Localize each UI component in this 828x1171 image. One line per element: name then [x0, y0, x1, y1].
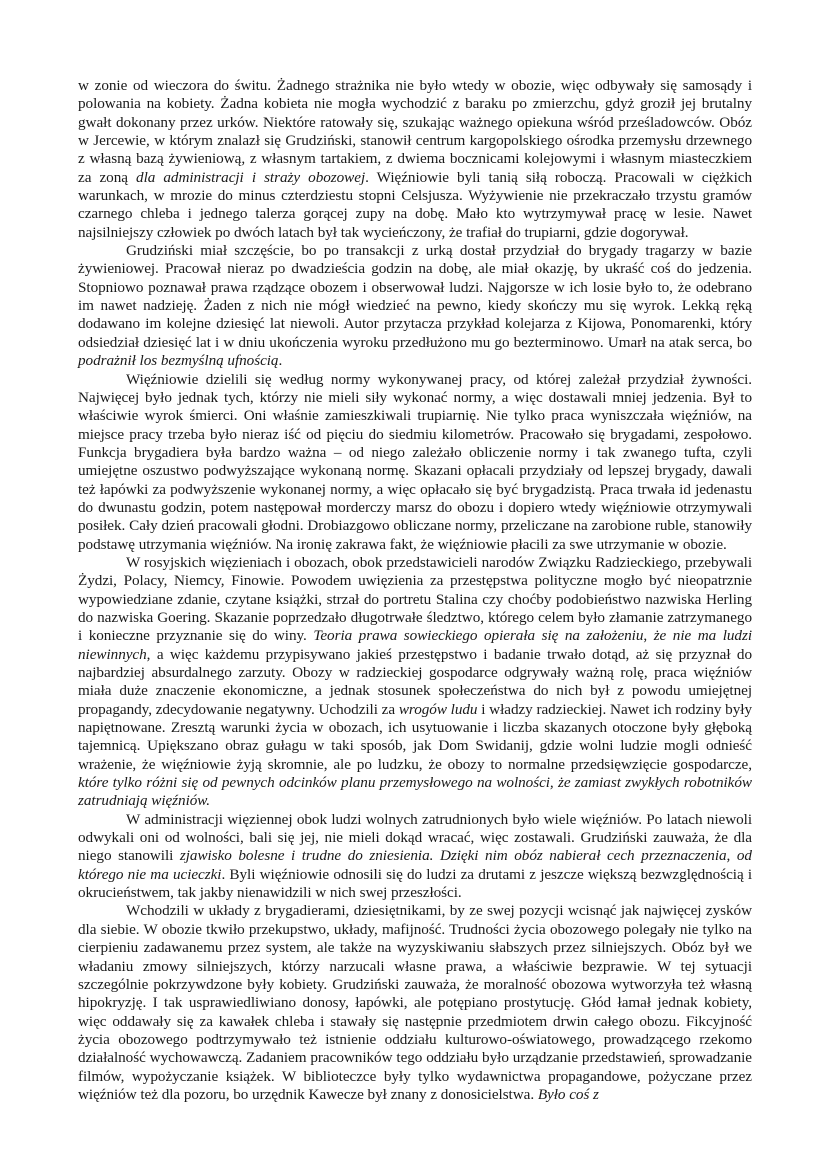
- text-run: W rosyjskich więzieniach i obozach, obok przedstawicieli narodów Związku Radzieckiego, przebywali Żydzi, Polacy, Niemcy, Finowie. Powodem uwięzienia za przestępstwa polityczne mogło być nieopatrznie wypowiedziane zdanie, czytane książki, strzał do portretu Stalina czy choćby podobieństwo nazwiska Herling do nazwiska Goering. Skazanie poprzedzało długotrwałe śledztwo, którego celem było złamanie zatrzymanego i konieczne przyznanie się do winy.: [78, 553, 752, 645]
- text-run: Więźniowie dzielili się według normy wykonywanej pracy, od której zależał przydział żywności. Najwięcej było jednak tych, którzy nie mieli siły wykonać normy, a więc dostawali mniej jedzenia. Był to właściwie wyrok śmierci. Oni właśnie zamieszkiwali trupiarnię. Nie tylko praca wyniszczała więźniów, na miejsce pracy trzeba było nieraz iść od pięciu do siedmiu kilometrów. Pracowało się brygadami, zespołowo. Funkcja brygadiera była bardzo ważna – od niego zależało obliczenie normy i tak zwanego tufta, czyli umiejętne oszustwo podwyższające wykonaną normę. Skazani opłacali przydziały od lepszej brygady, dawali też łapówki za podwyższenie wykonanej normy, a więc opłacało się być brygadzistą. Praca trwała id jedenastu do dwunastu godzin, potem następował morderczy marsz do obozu i dopiero wtedy więźniowie otrzymywali posiłek. Cały dzień pracowali głodni. Drobiazgowo obliczane normy, przeliczane na zarobione ruble, stanowiły podstawę utrzymania więźniów. Na ironię zakrawa fakt, że więźniowie płacili za swe utrzymanie w obozie.: [78, 370, 752, 553]
- italic-quote: Było coś z: [537, 1085, 599, 1103]
- italic-quote: dla administracji i straży obozowej: [136, 168, 366, 186]
- text-run: . Byli więźniowie odnosili się do ludzi za drutami z jeszcze większą bezwzględnością i okrucieństwem, tak jakby nienawidzili w nich swej przeszłości.: [78, 865, 753, 902]
- italic-quote: Teoria prawa sowieckiego opierała się na założeniu: [313, 627, 644, 645]
- text-run: W administracji więziennej obok ludzi wolnych zatrudnionych było wiele więźniów. Po latach niewoli odwykali oni od wolności, bali się jej, nie mieli dokąd wracać, więc zostawali. Grudziński zauważa, że dla niego stanowili: [78, 810, 752, 865]
- paragraph-4: [78, 554, 752, 811]
- text-run: w zonie od wieczora do świtu. Żadnego strażnika nie było wtedy w obozie, więc odbywały się samosądy i polowania na kobiety. Żadna kobieta nie mogła wychodzić z baraku po zmierzchu, gdyż groził jej brutalny gwałt dokonany przez urków. Niektóre ratowały się, szukając ważnego opiekuna wśród prześladowców. Obóz w Jercewie, w którym znalazł się Grudziński, stanowił centrum kargopolskiego ośrodka przemysłu drzewnego z własną bazą żywieniową, z własnym tartakiem, z dwiema bocznicami kolejowymi i własnym miasteczkiem za zoną: [78, 77, 752, 186]
- text-run: Grudziński miał szczęście, bo po transakcji z urką dostał przydział do brygady tragarzy w bazie żywieniowej. Pracował nieraz po dwadzieścia godzin na dobę, ale miał okazję, by ukraść coś do jedzenia. Stopniowo poznawał prawa rządzące obozem i obserwował ludzi. Najgorsze w ich losie było to, że odebrano im nawet nadzieję. Żaden z nich nie mógł wiedzieć na pewno, kiedy skończy mu się wyrok. Lekką ręką dodawano im kolejne dziesięć lat niewoli. Autor przytacza przykład kolejarza z Kijowa, Ponomarenki, który odsiedział dziesięć lat i w dniu ukończenia wyroku przedłużono mu go bezterminowo. Umarł na atak serca, bo: [78, 242, 752, 351]
- paragraph-5: [78, 811, 752, 903]
- italic-quote: że nie ma ludzi niewinnych: [78, 627, 752, 663]
- italic-quote: podrażnił los bezmyślną ufnością: [78, 352, 279, 370]
- text-run: i władzy radzieckiej. Nawet ich rodziny były napiętnowane. Zresztą warunki życia w obozach, ich usytuowanie i liczba skazanych otoczone były głęboką tajemnicą. Upiększano obraz gułagu w taki sposób, jak Dom Swidanij, gdzie wolni ludzie mogli odnieść wrażenie, że więźniowie żyją skromnie, ale po ludzku, że obozy to normalne przedsięwzięcie gospodarcze,: [78, 700, 752, 773]
- text-run: .: [278, 352, 283, 370]
- text-run: ,: [643, 627, 654, 645]
- text-run: Wchodzili w układy z brygadierami, dziesiętnikami, by ze swej pozycji wcisnąć jak najwięcej zysków dla siebie. W obozie tkwiło przekupstwo, układy, mafijność. Trudności życia obozowego polegały nie tylko na cierpieniu zadawanemu przez system, ale także na wyzyskiwaniu słabszych przez silniejszych. Obóz był we władaniu zmowy silniejszych, którzy narzucali własne prawa, a właściwie bezprawie. W tej sytuacji szczególnie pokrzywdzone były kobiety. Grudziński zauważa, że moralność obozowa wytworzyła też własną hipokryzję. I tak usprawiedliwiano donosy, łapówki, ale potępiano prostytucję. Głód łamał jednak kobiety, więc oddawały się za kawałek chleba i stawały się następnie przedmiotem drwin całego obozu. Fikcyjność życia obozowego podtrzymywało też istnienie oddziału kulturowo-oświatowego, prowadzącego rzekomo działalność wychowawczą. Zadaniem pracowników tego oddziału było urządzanie przedstawień, sprowadzanie filmów, wypożyczanie książek. W biblioteczce były tylko wydawnictwa propagandowe, pożyczane przez więźniów też dla pozoru, bo urzędnik Kawecze był znany z donosicielstwa.: [78, 902, 752, 1103]
- paragraph-6: [78, 902, 752, 1104]
- italic-quote: zjawisko bolesne i trudne do zniesienia. Dzięki nim obóz nabierał cech przeznaczenia, od którego nie ma ucieczki: [78, 847, 752, 883]
- text-run: . Więźniowie byli tanią siłą roboczą. Pracowali w ciężkich warunkach, w mrozie do minus czterdziestu stopni Celsjusza. Wyżywienie nie przekraczało trzystu gramów czarnego chleba i jednego talerza gorącej zupy na dobę. Mało kto wytrzymywał pracę w lesie. Nawet najsilniejszy człowiek po dwóch latach był tak wycieńczony, że trafiał do trupiarni, gdzie dogorywał.: [78, 168, 752, 241]
- document-page: [78, 77, 752, 1104]
- italic-quote: wrogów ludu: [398, 700, 478, 718]
- text-run: , a więc każdemu przypisywano jakieś przestępstwo i badanie trwało dotąd, aż się przyznał do najbardziej absurdalnego zarzuty. Obozy w radzieckiej gospodarce odgrywały ważną rolę, praca więźniów miała duże znaczenie ekonomiczne, a jednak stosunek społeczeństwa do nich był z powodu umiejętnej propagandy, zdecydowanie negatywny. Uchodzili za: [78, 645, 752, 718]
- paragraph-3: [78, 371, 752, 554]
- italic-quote: które tylko różni się od pewnych odcinków planu przemysłowego na wolności, że zamiast zwykłych robotników zatrudniają więźniów.: [78, 774, 752, 810]
- paragraph-2: [78, 242, 752, 370]
- paragraph-1: [78, 77, 752, 242]
